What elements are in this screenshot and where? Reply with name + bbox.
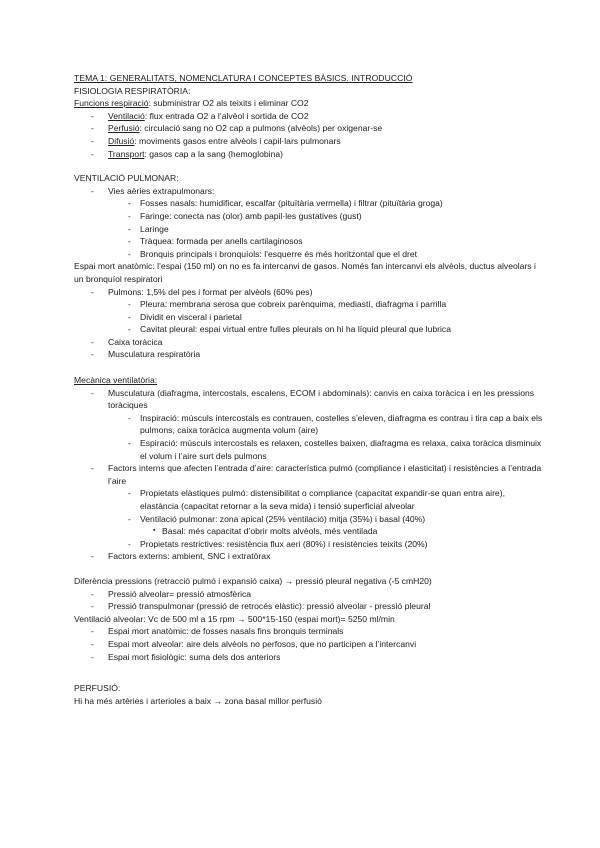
list-item: - Laringe — [140, 223, 544, 236]
vies-sublist — [108, 197, 544, 260]
section-pressions — [74, 575, 544, 663]
item-label: Difusió — [108, 135, 135, 146]
section-fisiologia — [74, 85, 544, 161]
document-page — [74, 72, 544, 707]
pressions-list — [74, 588, 544, 613]
item-text: : moviments gasos entre alvèols i capil·lars pulmonars — [134, 135, 341, 146]
factors-interns-text: Factors interns que afecten l’entrada d’aire: característica pulmó (compliance i elasticitat) i resistències a l’entrada l’aire — [108, 463, 542, 486]
list-item: - Espai mort fisiològic: suma dels dos anteriors — [108, 651, 544, 664]
funcions-line — [74, 97, 544, 110]
list-item: - Propietats elàstiques pulmó: distensibilitat o compliance (capacitat expandir-se quan entra aire), elastància (capacitat retornar a la seva mida) i tensió superficial alveolar — [140, 487, 544, 512]
list-item — [140, 513, 544, 538]
vent-pulmonar-sublist — [140, 525, 544, 538]
section-ventilacio — [74, 172, 544, 361]
diferencia-pressions: Diferència pressions (retracció pulmó i expansió caixa) → pressió pleural negativa (-5 cmH20) — [74, 575, 432, 586]
list-item: - Espai mort anatòmic: de fosses nasals fins bronquis terminals — [108, 625, 544, 638]
list-item — [108, 286, 544, 336]
item-text: : flux entrada O2 a l’alvèol i sortida de CO2 — [144, 110, 309, 121]
section-perfusio — [74, 682, 544, 707]
fisiologia-list — [74, 110, 544, 160]
list-item: - Factors externs: ambient, SNC i extratòrax — [108, 550, 544, 563]
list-item: - Musculatura respiratòria — [108, 348, 544, 361]
list-item — [108, 185, 544, 261]
perfusio-text: Hi ha més artèries i arterioles a baix → zona basal millor perfusió — [74, 695, 322, 706]
list-item — [108, 122, 544, 135]
list-item — [108, 462, 544, 550]
item-text: : gasos cap a la sang (hemoglobina) — [144, 148, 284, 159]
list-item: - Pleura: membrana serosa que cobreix parènquima, mediastí, diafragma i parrilla — [140, 298, 544, 311]
list-item: - Inspiració: músculs intercostals es contrauen, costelles s’eleven, diafragma es contrau i tira cap a baix els pulmons, caixa toràcica augmenta volum (aire) — [140, 412, 544, 437]
list-item: - Propietats restrictives: resistència flux aeri (80%) i resistències teixits (20%) — [140, 538, 544, 551]
mecanica-list — [74, 387, 544, 563]
list-item — [108, 387, 544, 463]
funcions-label: Funcions respiració — [74, 98, 149, 109]
list-item: - Pressió transpulmonar (pressió de retrocés elàstic): pressió alveolar - pressió pleural — [108, 600, 544, 613]
list-item: ▪ Basal: més capacitat d’obrir molts alvèols, més ventilada — [162, 525, 544, 538]
list-item — [108, 135, 544, 148]
list-item: - Pressió alveolar= pressió atmosfèrica — [108, 588, 544, 601]
pulmons-sublist — [108, 298, 544, 336]
list-item: - Fosses nasals: humidificar, escalfar (pituïtària vermella) i filtrar (pituïtària groga) — [140, 197, 544, 210]
fisiologia-heading: FISIOLOGIA RESPIRATÒRIA: — [74, 85, 191, 96]
pulmons-label: Pulmons: 1,5% del pes i format per alvèols (60% pes) — [108, 286, 313, 297]
musculatura-text: Musculatura (diafragma, intercostals, escalens, ECOM i abdominals): canvis en caixa toràcica i en les pressions toràciques — [108, 387, 535, 411]
list-item — [108, 110, 544, 123]
list-item: - Espai mort alveolar: aire dels alvèols no perfosos, que no participen a l’intercanvi — [108, 638, 544, 651]
espai-mort-paragraph: Espai mort anatòmic: l’espai (150 ml) on no es fa intercanvi de gasos. Només fan intercanvi els alvèols, ductus alveolars i un bronquíol respiratori — [74, 261, 536, 284]
factors-sublist — [108, 487, 544, 550]
espai-mort-list — [74, 625, 544, 663]
perfusio-heading: PERFUSIÓ: — [74, 683, 121, 694]
mecanica-heading: Mecànica ventilatòria: — [74, 375, 158, 386]
ventilacio-heading: VENTILACIÓ PULMONAR: — [74, 173, 179, 184]
list-item: - Espiració: músculs intercostals es relaxen, costelles baixen, diafragma es relaxa, caixa toràcica disminuix el volum i l’aire surt dels pulmons — [140, 437, 544, 462]
item-label: Transport — [108, 148, 145, 159]
item-label: Perfusió — [108, 123, 140, 134]
funcions-text: : subministrar O2 als teixits i eliminar CO2 — [148, 98, 309, 109]
musculatura-sublist — [108, 412, 544, 462]
list-item: - Caixa toràcica — [108, 336, 544, 349]
vies-list — [74, 185, 544, 261]
section-mecanica — [74, 374, 544, 563]
pulmons-list — [74, 286, 544, 362]
vies-label: Vies aèries extrapulmonars: — [108, 185, 215, 196]
list-item — [108, 148, 544, 161]
list-item: - Tràquea: formada per anells cartilaginosos — [140, 235, 544, 248]
document-title: TEMA 1: GENERALITATS, NOMENCLATURA I CONCEPTES BÀSICS. INTRODUCCIÓ — [74, 73, 413, 83]
item-label: Ventilació — [108, 110, 145, 121]
item-text: : circulació sang no O2 cap a pulmons (alvèols) per oxigenar-se — [139, 123, 383, 134]
list-item: - Bronquis principals i bronquíols: l’esquerre és més horitzontal que el dret — [140, 248, 544, 261]
list-item: - Faringe: conecta nas (olor) amb papil·les gustatives (gust) — [140, 210, 544, 223]
vent-pulmonar-text: Ventilació pulmonar: zona apical (25% ventilació) mitja (35%) i basal (40%) — [140, 513, 426, 524]
list-item: - Dividit en visceral i parietal — [140, 311, 544, 324]
ventilacio-alveolar: Ventilació alveolar: Vc de 500 ml a 15 rpm → 500*15-150 (espai mort)= 5250 ml/min — [74, 613, 395, 624]
list-item: - Cavitat pleural: espai virtual entre fulles pleurals on hi ha líquid pleural que lubrica — [140, 323, 544, 336]
